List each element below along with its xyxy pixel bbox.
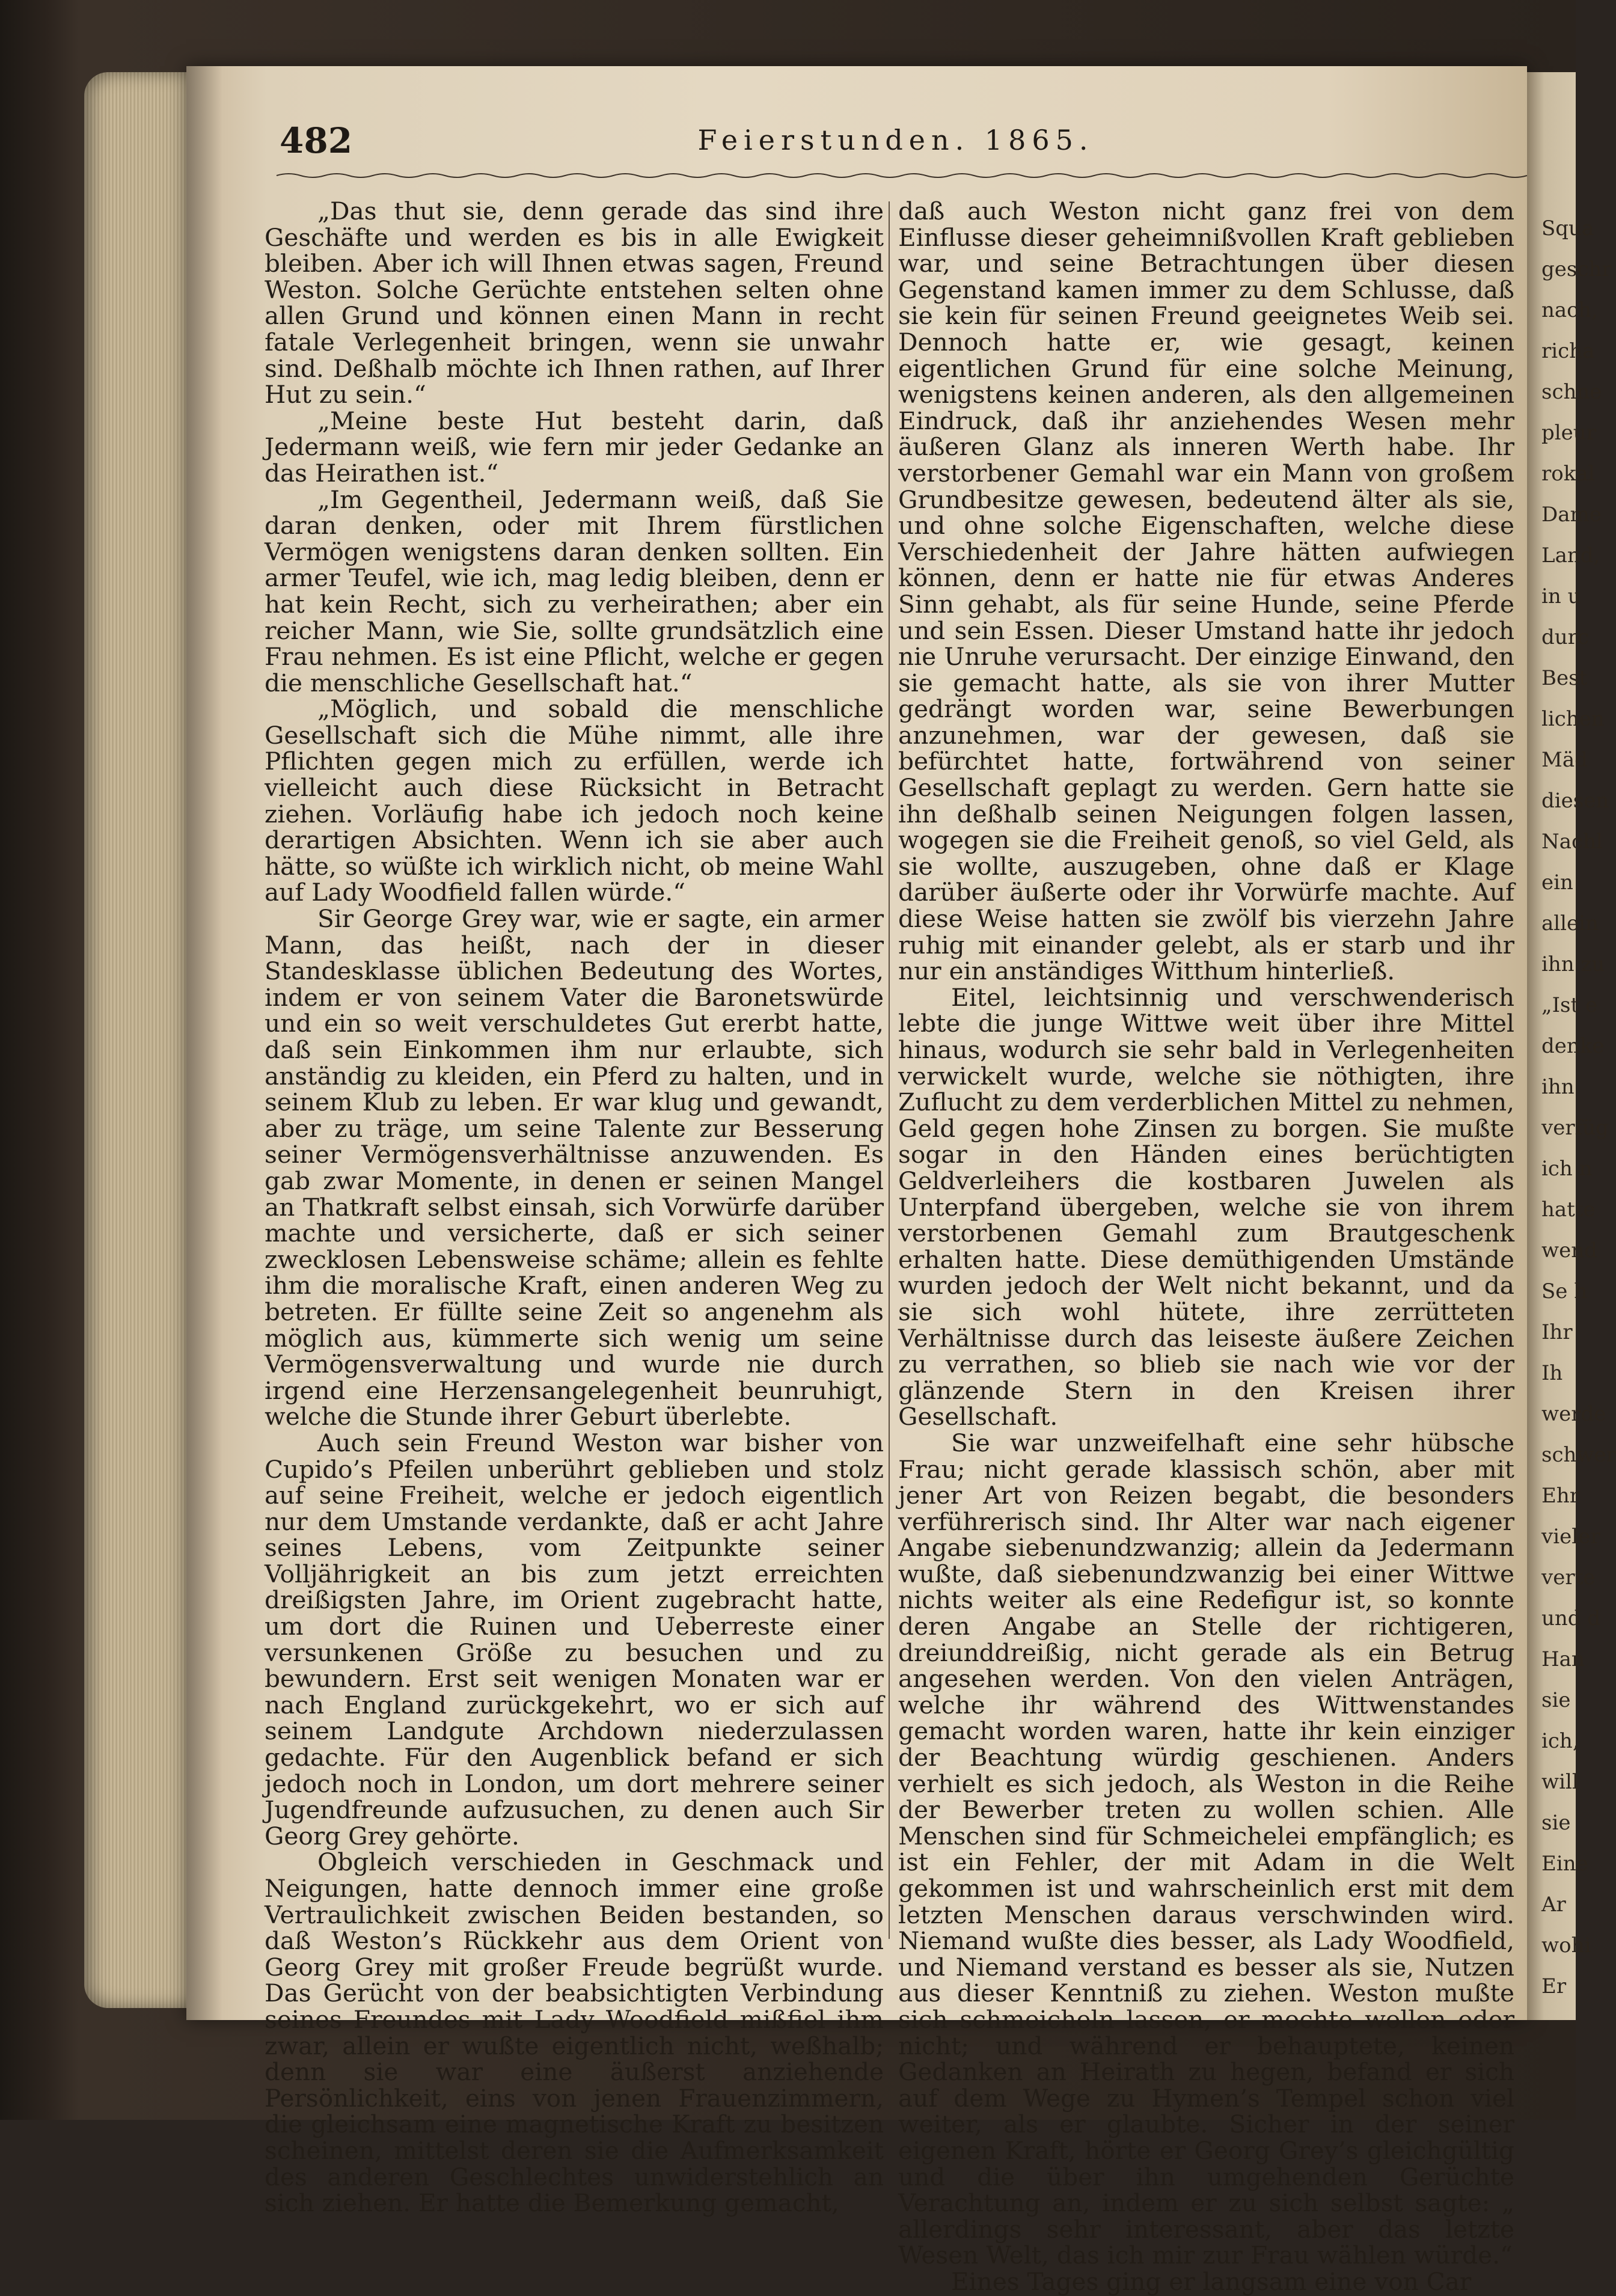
page-number: 482 — [280, 120, 353, 161]
paragraph: Sir George Grey war, wie er sagte, ein armer Mann, das heißt, nach der in dieser Standesklasse üblichen Bedeutung des Wortes, indem er von seinem Vater die Baronetswürde und ein so weit verschuldetes Gut ererbt hatte, daß sein Einkommen ihm nur erlaubte, sich anständig zu kleiden, ein Pferd zu halten, und in seinem Klub zu leben. Er war klug und gewandt, aber zu träge, um seine Talente zur Besserung seiner Vermögensverhältnisse anzuwenden. Es gab zwar Momente, in denen er seinen Mangel an Thatkraft selbst einsah, sich Vorwürfe darüber machte und versicherte, daß er sich seiner zwecklosen Lebensweise schäme; allein es fehlte ihm die moralische Kraft, einen anderen Weg zu betreten. Er füllte seine Zeit so angenehm als möglich aus, kümmerte sich wenig um seine Vermögensverwaltung und wurde nie durch irgend eine Herzensangelegenheit beunruhigt, welche die Stunde ihrer Geburt überlebte. — [265, 904, 884, 1431]
facing-page-fragment: rokal — [1541, 462, 1595, 486]
facing-page-edge — [1527, 72, 1616, 2020]
facing-page-fragment: Dame — [1541, 503, 1602, 527]
facing-page-fragment: in u — [1541, 584, 1581, 608]
facing-page-fragment: Land, — [1541, 543, 1600, 568]
facing-page-fragment: Han — [1541, 1647, 1585, 1671]
paragraph: Auch sein Freund Weston war bisher von Cupido’s Pfeilen unberührt geblieben und stolz auf seine Freiheit, welche er jedoch eigentlich nur dem Umstande verdankte, daß er acht Jahre seines Lebens, vom Zeitpunkte seiner Volljährigkeit an bis zum jetzt erreichten dreißigsten Jahre, im Orient zugebracht hatte, um dort die Ruinen und Ueberreste einer versunkenen Größe zu besuchen und zu bewundern. Erst seit wenigen Monaten war er nach England zurückgekehrt, wo er sich auf seinem Landgute Archdown niederzulassen gedachte. Für den Augenblick befand er sich jedoch noch in London, um dort mehrere seiner Jugendfreunde aufzusuchen, zu denen auch Sir Georg Grey gehörte. — [265, 1428, 884, 1851]
facing-page-fragment: „Ist e — [1541, 993, 1598, 1017]
paragraph: „Im Gegentheil, Jedermann weiß, daß Sie daran denken, oder mit Ihrem fürstlichen Vermögen wenigstens daran denken sollten. Ein armer Teufel, wie ich, mag ledig bleiben, denn er hat kein Recht, sich zu verheirathen; aber ein reicher Mann, wie Sie, sollte grundsätzlich eine Frau nehmen. Es ist eine Pflicht, welche er gegen die menschliche Gesellschaft hat.“ — [265, 485, 884, 697]
header-rule — [277, 171, 1527, 180]
paragraph: Obgleich verschieden in Geschmack und Neigungen, hatte dennoch immer eine große Vertraulichkeit zwischen Beiden bestanden, so daß Weston’s Rückkehr aus dem Orient von Georg Grey mit großer Freude begrüßt wurde. Das Gerücht von der beabsichtigten Verbindung seines Freundes mit Lady Woodfield mißfiel ihm zwar, allein er wußte eigentlich nicht, weßhalb; denn sie war eine äußerst anziehende Persönlichkeit, eins von jenen Frauenzimmern, die gleichsam eine magnetische Kraft zu besitzen scheinen, mittelst deren sie die Aufmerksamkeit des anderen Geschlechtes unwiderstehlich an sich ziehen. Er hatte die Bemerkung gemacht, — [265, 1848, 884, 2218]
facing-page-fragment: sie — [1541, 1688, 1571, 1712]
page-edges — [84, 72, 198, 2008]
facing-page-fragment: Best — [1541, 666, 1588, 690]
facing-page-fragment: vieler — [1541, 1525, 1600, 1549]
page-header — [280, 120, 1512, 168]
paragraph: „Das thut sie, denn gerade das sind ihre Geschäfte und werden es bis in alle Ewigkeit bleiben. Aber ich will Ihnen etwas sagen, Freund Weston. Solche Gerüchte entstehen selten ohne allen Grund und können einen Mann in recht fatale Verlegenheit bringen, wenn sie unwahr sind. Deßhalb möchte ich Ihnen rathen, auf Ihrer Hut zu sein.“ — [265, 197, 884, 409]
facing-page-fragment: ich, — [1541, 1729, 1579, 1753]
facing-page-fragment: geschr — [1541, 257, 1612, 281]
facing-page-fragment: Er — [1541, 1974, 1567, 1998]
facing-page-fragment: ihn — [1541, 1075, 1575, 1099]
facing-page-fragment: will — [1541, 1770, 1579, 1794]
facing-page-fragment: Se h — [1541, 1279, 1588, 1303]
paragraph: daß auch Weston nicht ganz frei von dem Einflusse dieser geheimnißvollen Kraft geblieben war, und seine Betrachtungen über diesen Gegenstand kamen immer zu dem Schlusse, daß sie kein für seinen Freund geeignetes Weib sei. Dennoch hatte er, wie gesagt, keinen eigentlichen Grund für eine solche Meinung, wenigstens keinen anderen, als den allgemeinen Eindruck, daß ihr anziehendes Wesen mehr äußeren Glanz als inneren Werth habe. Ihr verstorbener Gemahl war ein Mann von großem Grundbesitze gewesen, bedeutend älter als sie, und ohne solche Eigenschaften, welche diese Verschiedenheit der Jahre hätten aufwiegen können, denn er hatte nie für etwas Anderes Sinn gehabt, als für seine Hunde, seine Pferde und sein Essen. Dieser Umstand hatte ihr jedoch nie Unruhe verursacht. Der einzige Einwand, den sie gemacht hatte, als sie von ihrer Mutter gedrängt worden war, seine Bewerbungen anzunehmen, war der gewesen, daß sie befürchtet hatte, fortwährend von seiner Gesellschaft geplagt zu werden. Gern hatte sie ihn deßhalb seinen Neigungen folgen lassen, wogegen sie die Freiheit genoß, so viel Geld, als sie wollte, auszugeben, ohne daß er Klage darüber äußerte oder ihr Vorwürfe machte. Auf diese Weise hatten sie zwölf bis vierzehn Jahre ruhig mit einander gelebt, als er starb und ihr nur ein anständiges Witthum hinterließ. — [898, 197, 1514, 986]
facing-page-fragment: Nachl — [1541, 830, 1603, 854]
facing-page-fragment: lichen — [1541, 707, 1605, 731]
facing-page-fragment: schwer — [1541, 1443, 1616, 1467]
facing-page-fragment: nach, — [1541, 298, 1598, 322]
facing-page-fragment: wohi — [1541, 1933, 1591, 1958]
facing-page-fragment: pleur — [1541, 421, 1596, 445]
paragraph: „Möglich, und sobald die menschliche Gesellschaft sich die Mühe nimmt, alle ihre Pflichten gegen mich zu erfüllen, werde ich vielleicht auch diese Rücksicht in Betracht ziehen. Vorläufig habe ich jedoch noch keine derartigen Absichten. Wenn ich sie aber auch hätte, so wüßte ich wirklich nicht, ob meine Wahl auf Lady Woodfield fallen würde.“ — [265, 694, 884, 907]
paragraph: „Meine beste Hut besteht darin, daß Jedermann weiß, wie fern mir jeder Gedanke an das Heirathen ist.“ — [265, 406, 884, 488]
facing-page-fragment: allein — [1541, 911, 1599, 935]
paragraph: Eines Tages ging er langsam eine von Car — [951, 2267, 1472, 2296]
facing-page-fragment: verte — [1541, 1566, 1596, 1590]
facing-page-fragment: und d — [1541, 1606, 1601, 1630]
facing-page-fragment: Squa — [1541, 216, 1594, 240]
facing-page-fragment: verfüg — [1541, 1116, 1609, 1140]
facing-page-fragment: Eine — [1541, 1852, 1588, 1876]
facing-page-fragment: schne — [1541, 380, 1602, 404]
facing-page-fragment: diesen — [1541, 789, 1609, 813]
gutter-shadow — [186, 66, 222, 2020]
facing-page-fragment: Mäd — [1541, 748, 1588, 772]
facing-page-fragment: Ar — [1541, 1893, 1566, 1917]
paragraph: Sie war unzweifelhaft eine sehr hübsche Frau; nicht gerade klassisch schön, aber mit jener Art von Reizen begabt, die besonders verführerisch sind. Ihr Alter war nach eigener Angabe siebenundzwanzig; allein da Jedermann wußte, daß siebenundzwanzig bei einer Wittwe nichts weiter als eine Redefigur ist, so konnte deren Angabe an Stelle der richtigeren, dreiunddreißig, nicht gerade als ein Betrug angesehen werden. Von den vielen Anträgen, welche ihr während des Wittwenstandes gemacht worden waren, hatte ihr kein einziger der Beachtung würdig geschienen. Anders verhielt es sich jedoch, als Weston in die Reihe der Bewerber treten zu wollen schien. Alle Menschen sind für Schmeichelei empfänglich; es ist ein Fehler, der mit Adam in die Welt gekommen ist und wahrscheinlich erst mit dem letzten Menschen daraus verschwinden wird. Niemand wußte dies besser, als Lady Woodfield, und Niemand verstand es besser als sie, Nutzen aus dieser Kenntniß zu ziehen. Weston mußte sich schmeicheln lassen, er mochte wollen oder nicht; und während er behauptete, keinen Gedanken an Heirath zu hegen, befand er sich auf dem Wege zu Hymen’s Tempel schon viel weiter, als er glaubte. Sicher in der seiner eigenen Kraft, hörte er Georg Grey’s gleichgültig und die über ihn umgehenden Gerüchte Verachtung an, indem er zu sich selbst sagte: „ allerdings sehr interessant, aber das letzte Wesen Welt, das ich mir zur Frau wählen würde.“ — [898, 1428, 1514, 2270]
page — [186, 66, 1527, 2296]
facing-page-fragment: ich n — [1541, 1157, 1593, 1181]
facing-page-fragment: denke — [1541, 1034, 1605, 1058]
facing-page-fragment: ein — [1541, 871, 1573, 895]
paragraph: Eitel, leichtsinnig und verschwenderisch lebte die junge Wittwe weit über ihre Mittel hinaus, wodurch sie sehr bald in Verlegenheiten verwickelt wurde, welche sie nöthigten, ihre Zuflucht zu dem verderblichen Mittel zu nehmen, Geld gegen hohe Zinsen zu borgen. Sie mußte sogar in den Händen eines berüchtigten Geldverleihers die kostbaren Juwelen als Unterpfand übergeben, welche sie von ihrem verstorbenen Gemahl zum Brautgeschenk erhalten hatte. Diese demüthigenden Umstände wurden jedoch der Welt nicht bekannt, und da sie sich wohl hütete, ihre zerrütteten Verhältnisse durch das leiseste äußere Zeichen zu verrathen, so blieb sie nach wie vor der glänzende Stern in den Kreisen ihrer Gesellschaft. — [898, 982, 1514, 1431]
facing-page-fragment: Ihr — [1541, 1320, 1573, 1344]
facing-page-fragment: Ehr — [1541, 1484, 1579, 1508]
right-column — [898, 198, 1514, 2295]
column-divider — [889, 201, 890, 1939]
facing-page-fragment: Ih — [1541, 1361, 1563, 1385]
facing-page-fragment: werde — [1541, 1402, 1606, 1426]
facing-page-fragment: ihn zu — [1541, 952, 1605, 976]
facing-page-fragment: hatte — [1541, 1198, 1596, 1222]
facing-page-fragment: sie — [1541, 1811, 1571, 1835]
facing-page-fragment: richa — [1541, 339, 1595, 363]
left-column — [265, 198, 884, 2217]
running-title: Feierstunden. 1865. — [697, 124, 1094, 156]
facing-page-fragment: durc — [1541, 625, 1589, 649]
facing-page-fragment: wend — [1541, 1238, 1597, 1263]
